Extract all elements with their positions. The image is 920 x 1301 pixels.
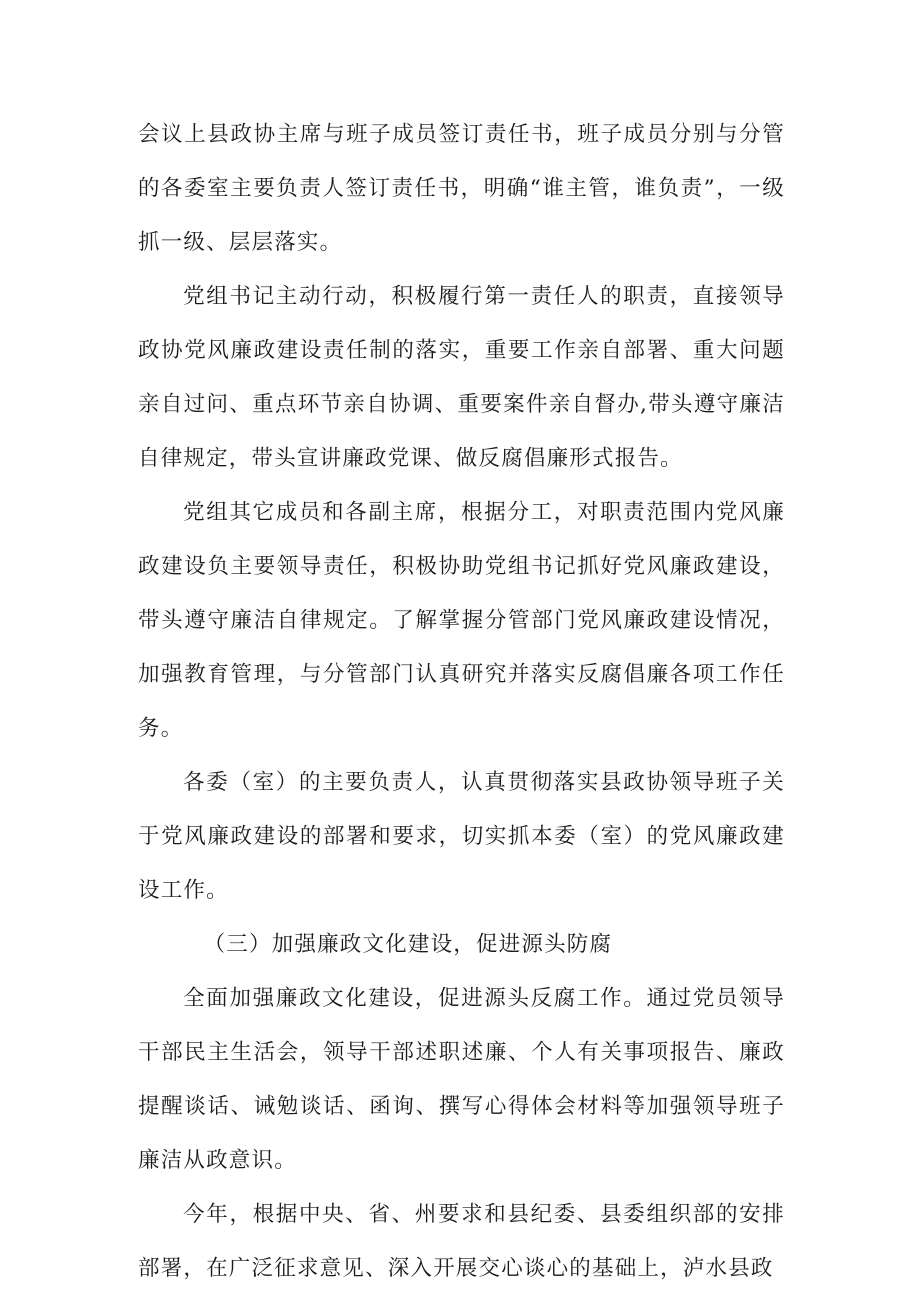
paragraph-this-year: 今年，根据中央、省、州要求和县纪委、县委组织部的安排部署，在广泛征求意见、深入开展交心谈心的基础上，泸水县政 — [138, 1202, 785, 1281]
section-heading: （三）加强廉政文化建设，促进源头防腐 — [203, 932, 613, 957]
paragraph-committee-heads-duties: 各委（室）的主要负责人，认真贯彻落实县政协领导班子关于党风廉政建设的部署和要求，切实抓本委（室）的党风廉政建设工作。 — [138, 770, 785, 903]
paragraph-continuation: 会议上县政协主席与班子成员签订责任书，班子成员分别与分管的各委室主要负责人签订责任书，明确“谁主管，谁负责”，一级抓一级、层层落实。 — [138, 122, 785, 255]
paragraph-integrity-culture: 全面加强廉政文化建设，促进源头反腐工作。通过党员领导干部民主生活会，领导干部述职述廉、个人有关事项报告、廉政提醒谈话、诫勉谈话、函询、撰写心得体会材料等加强领导班子廉洁从政意识。 — [138, 986, 785, 1173]
paragraph-party-secretary-duties: 党组书记主动行动，积极履行第一责任人的职责，直接领导政协党风廉政建设责任制的落实，重要工作亲自部署、重大问题亲自过问、重点环节亲自协调、重要案件亲自督办,带头遵守廉洁自律规定，带头宣讲廉政党课、做反腐倡廉形式报告。 — [138, 284, 785, 471]
document-body — [138, 108, 785, 1296]
paragraph-other-members-duties: 党组其它成员和各副主席，根据分工，对职责范围内党风廉政建设负主要领导责任，积极协助党组书记抓好党风廉政建设，带头遵守廉洁自律规定。了解掌握分管部门党风廉政建设情况，加强教育管理，与分管部门认真研究并落实反腐倡廉各项工作任务。 — [138, 500, 785, 741]
